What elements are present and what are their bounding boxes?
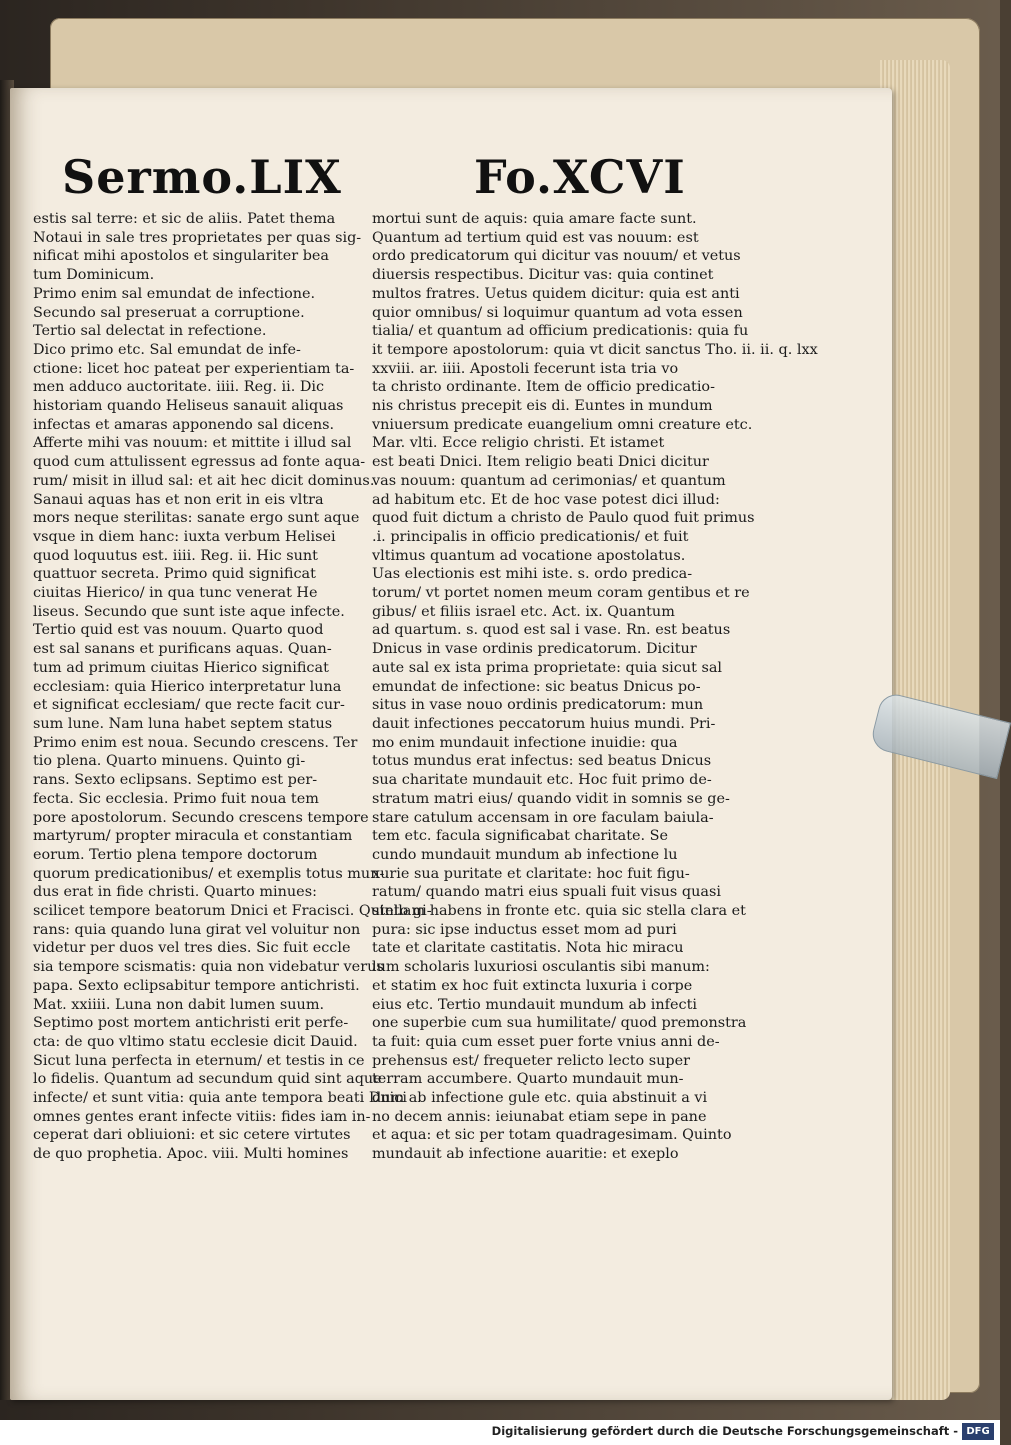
text-line: stratum matri eius/ quando vidit in somnis se ge- xyxy=(372,790,730,807)
text-line: .i. principalis in officio predicationis/ et fuit xyxy=(372,528,689,545)
text-line: prehensus est/ frequeter relicto lecto super xyxy=(372,1052,690,1069)
text-line: eius etc. Tertio mundauit mundum ab infecti xyxy=(372,996,697,1013)
text-line: stare catulum accensam in ore faculam baiula- xyxy=(372,809,714,826)
text-line: sia tempore scismatis: quia non videbatur verus xyxy=(33,959,384,976)
text-line: Primo enim sal emundat de infectione. xyxy=(33,285,316,302)
text-line: fecta. Sic ecclesia. Primo fuit noua tem xyxy=(33,790,319,807)
text-line: de quo prophetia. Apoc. viii. Multi homines xyxy=(33,1146,349,1163)
text-line: Septimo post mortem antichristi erit perfe- xyxy=(33,1015,349,1032)
text-line: vniuersum predicate euangelium omni creature etc. xyxy=(372,416,753,433)
text-line: Secundo sal preseruat a corruptione. xyxy=(33,304,305,321)
text-line: rans. Sexto eclipsans. Septimo est per- xyxy=(33,772,318,789)
text-line: quod fuit dictum a christo de Paulo quod fuit primus xyxy=(372,510,755,527)
text-line: sum lune. Nam luna habet septem status xyxy=(33,715,333,732)
text-line: et aqua: et sic per totam quadragesimam. Quinto xyxy=(372,1127,732,1144)
text-line: lum scholaris luxuriosi osculantis sibi manum: xyxy=(372,959,710,976)
text-line: et statim ex hoc fuit extincta luxuria i corpe xyxy=(372,977,693,994)
text-line: scilicet tempore beatorum Dnici et Fracisci. Quinto gi- xyxy=(33,903,432,920)
text-line: totus mundus erat infectus: sed beatus Dnicus xyxy=(372,753,712,770)
text-line: Dnicus in vase ordinis predicatorum. Dicitur xyxy=(372,641,697,658)
text-line: videtur per duos vel tres dies. Sic fuit eccle xyxy=(33,940,351,957)
dfg-logo: DFG xyxy=(962,1423,994,1440)
text-line: situs in vase nouo ordinis predicatorum: mun xyxy=(372,697,704,714)
text-line: ecclesiam: quia Hierico interpretatur luna xyxy=(33,678,342,695)
text-line: vsque in diem hanc: iuxta verbum Helisei xyxy=(33,528,336,545)
text-line: cta: de quo vltimo statu ecclesie dicit Dauid. xyxy=(33,1033,358,1050)
text-line: mors neque sterilitas: sanate ergo sunt aque xyxy=(33,510,360,527)
text-line: Quantum ad tertium quid est vas nouum: est xyxy=(372,229,699,246)
text-line: gibus/ et filiis israel etc. Act. ix. Quantum xyxy=(372,603,675,620)
text-line: ta christo ordinante. Item de officio predicatio- xyxy=(372,379,715,396)
text-line: nificat mihi apostolos et singulariter bea xyxy=(33,248,330,265)
text-line: xxviii. ar. iiii. Apostoli fecerunt ista tria vo xyxy=(372,360,679,377)
text-line: Sanaui aquas has et non erit in eis vltra xyxy=(33,491,324,508)
text-line: emundat de infectione: sic beatus Dnicus po- xyxy=(372,678,701,695)
text-line: tum Dominicum. xyxy=(33,267,155,284)
text-line: mundauit ab infectione auaritie: et exeplo xyxy=(372,1146,679,1163)
text-line: terram accumbere. Quarto mundauit mun- xyxy=(372,1071,684,1088)
text-line: stellam habens in fronte etc. quia sic stella clara et xyxy=(372,903,746,920)
text-line: ad quartum. s. quod est sal i vase. Rn. est beatus xyxy=(372,622,731,639)
text-line: quattuor secreta. Primo quid significat xyxy=(33,566,316,583)
text-line: vas nouum: quantum ad cerimonias/ et quantum xyxy=(372,472,726,489)
text-line: omnes gentes erant infecte vitiis: fides iam in- xyxy=(33,1108,371,1125)
text-line: mortui sunt de aquis: quia amare facte sunt. xyxy=(372,211,697,227)
text-line: lo fidelis. Quantum ad secundum quid sint aque xyxy=(33,1071,382,1088)
text-line: cundo mundauit mundum ab infectione lu xyxy=(372,846,678,863)
text-line: ctione: licet hoc pateat per experientiam ta- xyxy=(33,360,355,377)
text-line: estis sal terre: et sic de aliis. Patet thema xyxy=(33,211,336,227)
text-line: papa. Sexto eclipsabitur tempore antichristi. xyxy=(33,977,360,994)
text-line: quorum predicationibus/ et exemplis totus mun- xyxy=(33,865,385,882)
text-line: Tertio quid est vas nouum. Quarto quod xyxy=(33,622,324,639)
text-line: ad habitum etc. Et de hoc vase potest dici illud: xyxy=(372,491,720,508)
text-line: Afferte mihi vas nouum: et mittite i illud sal xyxy=(33,435,352,452)
text-line: Notaui in sale tres proprietates per quas sig- xyxy=(33,229,362,246)
text-line: Dico primo etc. Sal emundat de infe- xyxy=(33,341,301,358)
text-line: nis christus precepit eis di. Euntes in mundum xyxy=(372,398,713,415)
text-line: torum/ vt portet nomen meum coram gentibus et re xyxy=(372,585,750,602)
text-line: dauit infectiones peccatorum huius mundi. Pri- xyxy=(372,715,716,732)
text-line: quior omnibus/ si loquimur quantum ad vota essen xyxy=(372,304,743,321)
text-line: Primo enim est noua. Secundo crescens. Ter xyxy=(33,734,358,751)
text-line: diuersis respectibus. Dicitur vas: quia continet xyxy=(372,267,714,284)
footer-credit: Digitalisierung gefördert durch die Deutsche Forschungsgemeinschaft - xyxy=(491,1424,958,1438)
folio-number: Fo.XCVI xyxy=(474,150,686,204)
footer-bar xyxy=(0,1420,1000,1445)
text-line: Mar. vlti. Ecce religio christi. Et istamet xyxy=(372,435,665,452)
text-line: Tertio sal delectat in refectione. xyxy=(33,323,267,340)
text-line: multos fratres. Uetus quidem dicitur: quia est anti xyxy=(372,285,740,302)
sermon-heading: Sermo.LIX xyxy=(62,150,342,204)
text-line: mo enim mundauit infectione inuidie: qua xyxy=(372,734,678,751)
text-line: dus erat in fide christi. Quarto minues: xyxy=(33,884,317,901)
text-line: est sal sanans et purificans aquas. Quan- xyxy=(33,641,332,658)
text-line: rans: quia quando luna girat vel voluitur non xyxy=(33,921,361,938)
text-line: aute sal ex ista prima proprietate: quia sicut sal xyxy=(372,659,723,676)
text-line: ceperat dari obliuioni: et sic cetere virtutes xyxy=(33,1127,351,1144)
text-line: tialia/ et quantum ad officium predicationis: quia fu xyxy=(372,323,749,340)
text-line: eorum. Tertio plena tempore doctorum xyxy=(33,846,318,863)
text-line: ordo predicatorum qui dicitur vas nouum/ et vetus xyxy=(372,248,741,265)
text-line: martyrum/ propter miracula et constantiam xyxy=(33,828,353,845)
text-line: xurie sua puritate et claritate: hoc fuit figu- xyxy=(372,865,690,882)
text-line: Mat. xxiiii. Luna non dabit lumen suum. xyxy=(33,996,325,1013)
text-line: tem etc. facula significabat charitate. Se xyxy=(372,828,669,845)
left-text-column xyxy=(33,210,432,1164)
text-line: vltimus quantum ad vocatione apostolatus. xyxy=(372,547,686,564)
text-line: no decem annis: ieiunabat etiam sepe in pane xyxy=(372,1108,707,1125)
text-line: infectas et amaras apponendo sal dicens. xyxy=(33,416,335,433)
text-line: quod cum attulissent egressus ad fonte aqua- xyxy=(33,454,366,471)
text-line: est beati Dnici. Item religio beati Dnici dicitur xyxy=(372,454,709,471)
text-line: rum/ misit in illud sal: et ait hec dicit dominus. xyxy=(33,472,375,489)
text-line: ciuitas Hierico/ in qua tunc venerat He xyxy=(33,585,318,602)
text-line: tum ad primum ciuitas Hierico significat xyxy=(33,659,329,676)
text-line: infecte/ et sunt vitia: quia ante tempora beati Dnici xyxy=(33,1090,407,1107)
text-line: it tempore apostolorum: quia vt dicit sanctus Tho. ii. ii. q. lxx xyxy=(372,341,818,358)
text-line: sua charitate mundauit etc. Hoc fuit primo de- xyxy=(372,772,712,789)
text-line: pore apostolorum. Secundo crescens tempore xyxy=(33,809,369,826)
right-text-column xyxy=(372,210,818,1164)
text-line: quod loquutus est. iiii. Reg. ii. Hic sunt xyxy=(33,547,318,564)
text-line: tio plena. Quarto minuens. Quinto gi- xyxy=(33,753,306,770)
text-line: et significat ecclesiam/ que recte facit cur- xyxy=(33,697,345,714)
text-line: Uas electionis est mihi iste. s. ordo predica- xyxy=(372,566,693,583)
text-line: tate et claritate castitatis. Nota hic miracu xyxy=(372,940,684,957)
text-line: Sicut luna perfecta in eternum/ et testis in ce xyxy=(33,1052,365,1069)
text-line: ratum/ quando matri eius spuali fuit visus quasi xyxy=(372,884,721,901)
text-line: liseus. Secundo que sunt iste aque infecte. xyxy=(33,603,345,620)
text-line: ta fuit: quia cum esset puer forte vnius anni de- xyxy=(372,1033,720,1050)
text-line: historiam quando Heliseus sanauit aliquas xyxy=(33,398,344,415)
text-line: dum ab infectione gule etc. quia abstinuit a vi xyxy=(372,1090,708,1107)
text-line: men adduco auctoritate. iiii. Reg. ii. Dic xyxy=(33,379,325,396)
text-line: one superbie cum sua humilitate/ quod premonstra xyxy=(372,1015,747,1032)
text-line: pura: sic ipse inductus esset mom ad puri xyxy=(372,921,677,938)
